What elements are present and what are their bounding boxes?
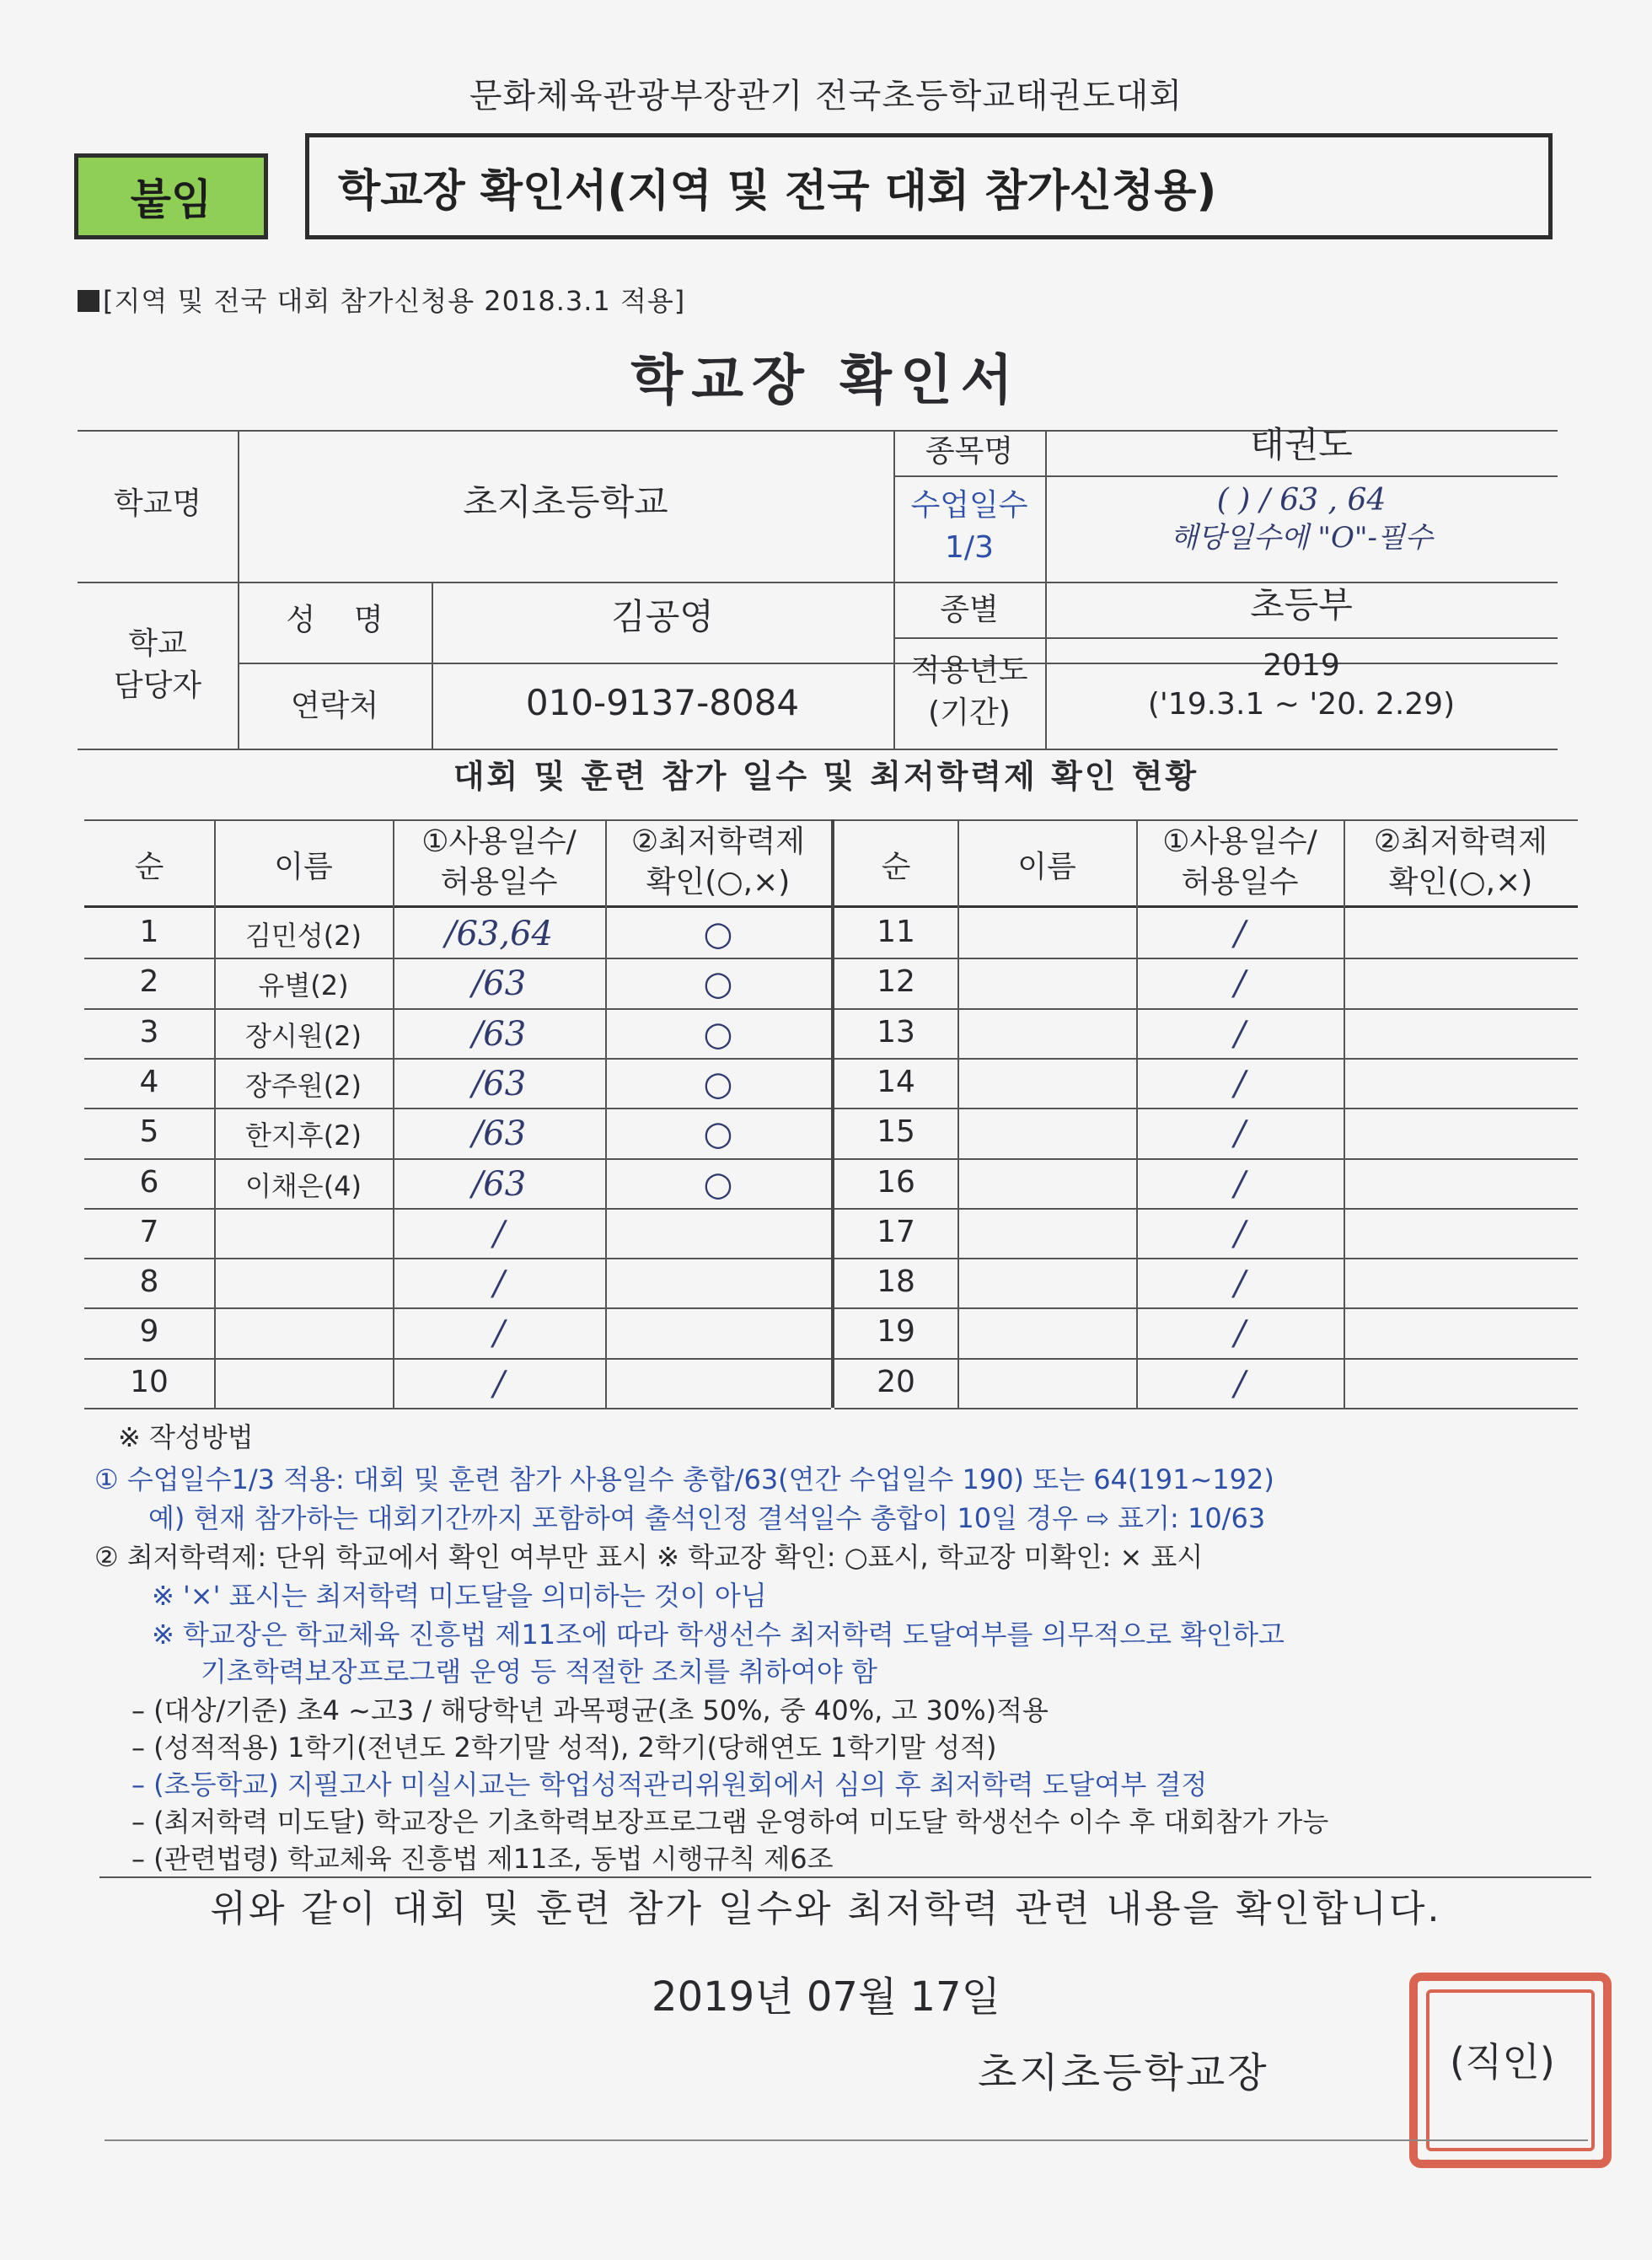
header-check-a-left: ②최저학력제 — [630, 824, 806, 859]
division-label: 종별 — [940, 593, 999, 627]
header-name-right: 이름 — [1017, 850, 1076, 884]
document-title: 학교장 확인서 — [630, 350, 1022, 412]
notice-line — [78, 280, 685, 319]
row-divider — [84, 1108, 831, 1109]
instruction-line-3: ② 최저학력제: 단위 학교에서 확인 여부만 표시 ※ 학교장 확인: ○표시, 학교장 미확인: × 표시 — [94, 1541, 1204, 1573]
cell-days: / — [493, 1364, 505, 1404]
instruction-line-8: – (성적적용) 1학기(전년도 2학기말 성적), 2학기(당해연도 1학기말 성적) — [131, 1731, 997, 1763]
cell-no: 5 — [139, 1114, 159, 1150]
cell-days: / — [1234, 1064, 1246, 1103]
days-label-ratio: 1/3 — [945, 530, 994, 565]
cell-no: 10 — [130, 1364, 169, 1399]
principal-signature-line: 초지초등학교장 — [978, 2049, 1269, 2096]
instruction-line-2: 예) 현재 참가하는 대회기간까지 포함하여 출석인정 결석일수 총합이 10일 경우 ⇨ 표기: 10/63 — [148, 1502, 1266, 1534]
row-divider — [84, 1307, 831, 1309]
cell-check: ○ — [703, 1014, 733, 1054]
cell-days: /63 — [471, 964, 527, 1004]
cell-no: 4 — [139, 1064, 159, 1099]
main-title: 학교장 확인서(지역 및 전국 대회 참가신청용) — [338, 165, 1217, 217]
cell-name: 유별(2) — [258, 969, 349, 1002]
main-title-box — [305, 133, 1553, 239]
cell-check: ○ — [703, 1164, 733, 1204]
cell-days: / — [1234, 1314, 1246, 1354]
cell-no: 20 — [877, 1364, 915, 1399]
cell-no: 11 — [877, 915, 915, 949]
confirmation-date: 2019년 07월 17일 — [652, 1973, 1000, 2021]
header-no-left: 순 — [134, 850, 164, 884]
header-check-b-left: 확인(○,×) — [646, 865, 791, 899]
instruction-line-9: – (초등학교) 지필고사 미실시교는 학업성적관리위원회에서 심의 후 최저학력 도달여부 결정 — [131, 1769, 1208, 1801]
contact-group-label: 학교 — [128, 626, 187, 661]
year-label: 적용년도 — [910, 653, 1028, 688]
event-label: 종목명 — [925, 434, 1014, 469]
cell-days: / — [1234, 1264, 1246, 1304]
cell-name: 장주원(2) — [244, 1069, 362, 1102]
attachment-badge: 붙임 — [74, 153, 268, 239]
cell-no: 6 — [139, 1164, 159, 1200]
instruction-line-1: ① 수업일수1/3 적용: 대회 및 훈련 참가 사용일수 총합/63(연간 수업일수 190) 또는 64(191~192) — [94, 1463, 1274, 1495]
cell-name: 한지후(2) — [244, 1119, 362, 1152]
instruction-line-5: ※ 학교장은 학교체육 진흥법 제11조에 따라 학생선수 최저학력 도달여부를 의무적으로 확인하고 — [152, 1619, 1285, 1651]
square-bullet-icon — [78, 290, 99, 312]
cell-days: / — [1234, 1114, 1246, 1154]
days-label: 수업일수 — [910, 488, 1028, 523]
row-divider — [84, 1158, 831, 1160]
cell-no: 1 — [139, 915, 159, 949]
row-divider — [84, 1358, 831, 1360]
row-divider — [834, 1058, 1578, 1060]
division-value: 초등부 — [1250, 584, 1353, 625]
cell-no: 14 — [877, 1064, 915, 1099]
header-no-right: 순 — [881, 850, 911, 884]
header-days-b-right: 허용일수 — [1181, 865, 1299, 899]
cell-no: 2 — [139, 964, 159, 1000]
cell-days: /63 — [471, 1064, 527, 1103]
name-value: 김공영 — [611, 596, 714, 637]
header-days-a-left: ①사용일수/ — [421, 824, 577, 859]
cell-days: / — [1234, 1214, 1246, 1253]
row-divider — [834, 1258, 1578, 1259]
cell-no: 17 — [877, 1214, 915, 1249]
cell-days: / — [493, 1264, 505, 1304]
header-days-b-left: 허용일수 — [440, 865, 558, 899]
days-note: 해당일수에 "O"-필수 — [1170, 521, 1433, 555]
instruction-line-11: – (관련법령) 학교체육 진흥법 제11조, 동법 시행규칙 제6조 — [131, 1843, 834, 1875]
school-value: 초지초등학교 — [463, 481, 668, 523]
cell-days: / — [1234, 1164, 1246, 1204]
cell-check: ○ — [703, 964, 733, 1004]
row-divider — [84, 1058, 831, 1060]
header-name-left: 이름 — [274, 850, 333, 884]
cell-no: 15 — [877, 1114, 915, 1150]
cell-no: 19 — [877, 1314, 915, 1350]
row-divider — [84, 958, 831, 959]
days-value: ( ) / 63 , 64 — [1216, 483, 1386, 518]
seal-label: (직인) — [1450, 2039, 1555, 2085]
header-check-b-right: 확인(○,×) — [1388, 865, 1533, 899]
instruction-line-7: – (대상/기준) 초4 ~고3 / 해당학년 과목평균(초 50%, 중 40%, 고 30%)적용 — [131, 1694, 1049, 1726]
cell-check: ○ — [703, 915, 733, 953]
cell-no: 13 — [877, 1014, 915, 1049]
instruction-line-4: ※ '×' 표시는 최저학력 미도달을 의미하는 것이 아님 — [152, 1580, 767, 1612]
cell-days: / — [1234, 1014, 1246, 1054]
cell-days: /63 — [471, 1014, 527, 1054]
cell-no: 7 — [139, 1214, 159, 1249]
phone-value: 010-9137-8084 — [525, 682, 800, 723]
row-divider — [834, 958, 1578, 959]
year-period: ('19.3.1 ~ '20. 2.29) — [1147, 687, 1456, 722]
cell-no: 16 — [877, 1164, 915, 1200]
row-divider — [834, 1108, 1578, 1109]
cell-days: / — [1234, 1364, 1246, 1404]
notice-text: [지역 및 전국 대회 참가신청용 2018.3.1 적용] — [103, 285, 686, 317]
cell-no: 3 — [139, 1014, 159, 1049]
cell-no: 18 — [877, 1264, 915, 1300]
school-label: 학교명 — [113, 486, 202, 521]
cell-check: ○ — [703, 1114, 733, 1154]
cell-check: ○ — [703, 1064, 733, 1103]
cell-days: / — [1234, 964, 1246, 1004]
row-divider — [834, 1358, 1578, 1360]
contact-group-label-2: 담당자 — [113, 668, 202, 703]
section-title: 대회 및 훈련 참가 일수 및 최저학력제 확인 현황 — [453, 758, 1199, 795]
instruction-line-6: 기초학력보장프로그램 운영 등 적절한 조치를 취하여야 함 — [201, 1656, 877, 1688]
competition-title: 문화체육관광부장관기 전국초등학교태권도대회 — [469, 77, 1183, 115]
cell-no: 12 — [877, 964, 915, 1000]
row-divider — [84, 1408, 831, 1409]
row-divider — [84, 1258, 831, 1259]
row-divider — [84, 1008, 831, 1010]
cell-name: 이채은(4) — [244, 1169, 362, 1202]
name-label: 성 명 — [286, 603, 384, 637]
cell-days: / — [1234, 915, 1246, 953]
confirmation-statement: 위와 같이 대회 및 훈련 참가 일수와 최저학력 관련 내용을 확인합니다. — [210, 1887, 1442, 1930]
row-divider — [834, 1307, 1578, 1309]
row-divider — [84, 1208, 831, 1210]
cell-days: / — [493, 1314, 505, 1354]
row-divider — [834, 1158, 1578, 1160]
cell-days: /63 — [471, 1164, 527, 1204]
phone-label: 연락처 — [290, 689, 379, 723]
year-label-period: (기간) — [928, 695, 1011, 730]
cell-name: 김민성(2) — [244, 920, 362, 952]
row-divider — [834, 1208, 1578, 1210]
cell-no: 9 — [139, 1314, 159, 1350]
row-divider — [834, 1408, 1578, 1409]
cell-no: 8 — [139, 1264, 159, 1300]
cell-days: /63 — [471, 1114, 527, 1154]
year-value: 2019 — [1263, 648, 1340, 683]
cell-days: / — [493, 1214, 505, 1253]
instruction-line-10: – (최저학력 미도달) 학교장은 기초학력보장프로그램 운영하여 미도달 학생선수 이수 후 대회참가 가능 — [131, 1806, 1329, 1838]
instructions-heading: ※ 작성방법 — [118, 1421, 254, 1453]
event-value: 태권도 — [1250, 424, 1353, 465]
cell-name: 장시원(2) — [244, 1019, 362, 1052]
header-days-a-right: ①사용일수/ — [1162, 824, 1317, 859]
header-check-a-right: ②최저학력제 — [1373, 824, 1548, 859]
row-divider — [834, 1008, 1578, 1010]
cell-days: /63,64 — [445, 915, 553, 953]
